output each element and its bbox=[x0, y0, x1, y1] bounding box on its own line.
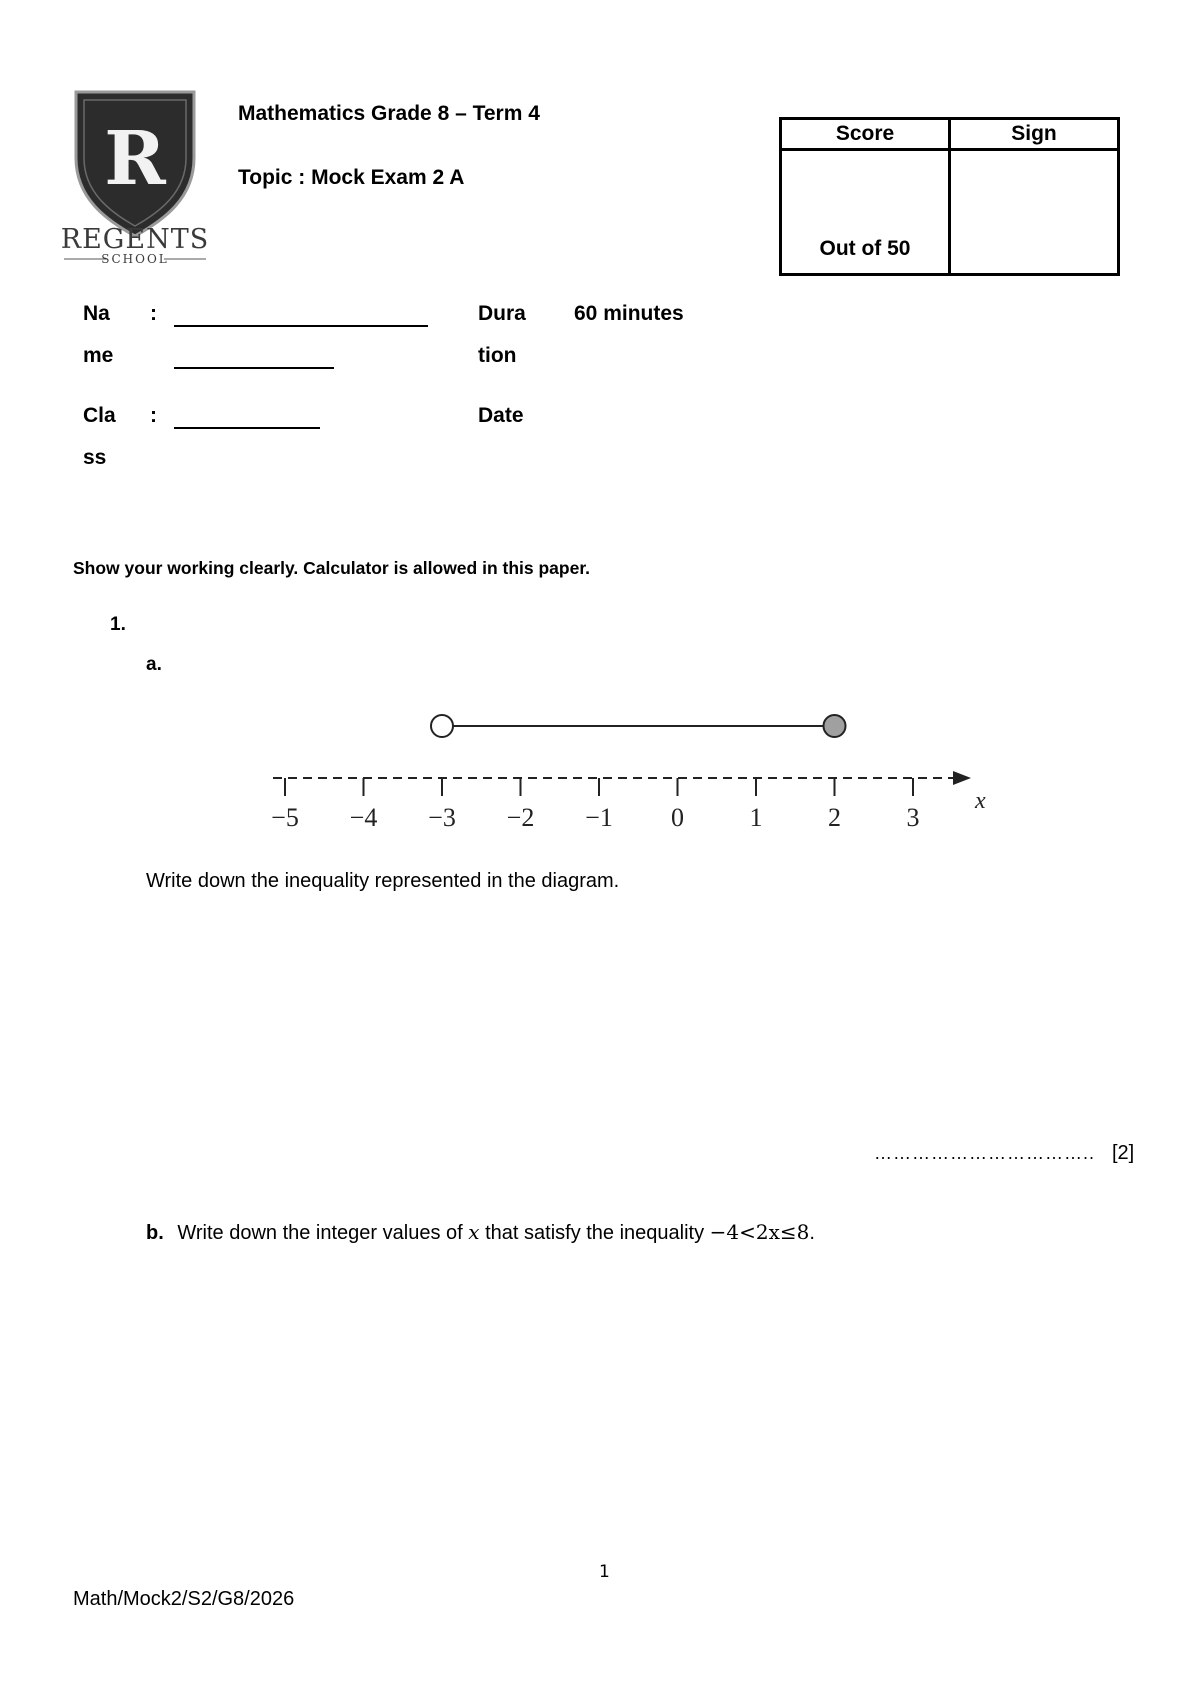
name-label-line1: Na bbox=[83, 302, 110, 325]
question-number: 1. bbox=[110, 614, 126, 635]
footer-code: Math/Mock2/S2/G8/2026 bbox=[73, 1588, 295, 1610]
subject-heading: Mathematics Grade 8 – Term 4 bbox=[238, 102, 540, 125]
page-number: 1 bbox=[599, 1562, 610, 1582]
tick-label: −4 bbox=[349, 803, 378, 832]
name-colon: : bbox=[150, 302, 157, 325]
tick-label: −1 bbox=[585, 803, 613, 832]
score-table bbox=[779, 117, 1120, 276]
class-label-line2: ss bbox=[83, 446, 107, 469]
part-b-prompt: Write down the integer values of bbox=[177, 1222, 463, 1244]
axis-label: x bbox=[975, 788, 986, 814]
score-header: Score bbox=[781, 119, 950, 150]
name-field-line1[interactable] bbox=[174, 325, 428, 327]
out-of-label: Out of 50 bbox=[819, 237, 911, 260]
inequality-expression: −4<2x≤8 bbox=[709, 1220, 810, 1244]
part-a-label: a. bbox=[146, 654, 162, 675]
answer-dots[interactable]: …………………………….. bbox=[874, 1143, 1096, 1163]
class-colon: : bbox=[150, 404, 157, 427]
axis-arrow-icon bbox=[953, 771, 971, 785]
duration-value: 60 minutes bbox=[574, 302, 684, 325]
variable-x: x bbox=[468, 1220, 480, 1244]
tick-label: 2 bbox=[828, 803, 841, 832]
duration-label-line1: Dura bbox=[478, 302, 526, 325]
part-b-label: b. bbox=[146, 1222, 164, 1244]
logo-subtext: SCHOOL bbox=[101, 252, 169, 266]
tick-label: −2 bbox=[506, 803, 535, 832]
tick-label: 1 bbox=[749, 803, 763, 832]
open-circle-icon bbox=[431, 715, 453, 737]
name-label-line2: me bbox=[83, 344, 114, 367]
instructions: Show your working clearly. Calculator is allowed in this paper. bbox=[73, 558, 591, 578]
part-b-period: . bbox=[809, 1222, 815, 1244]
part-b-prompt-2: that satisfy the inequality bbox=[485, 1222, 705, 1244]
class-field-line[interactable] bbox=[174, 427, 320, 429]
sign-header: Sign bbox=[950, 119, 1119, 150]
closed-circle-icon bbox=[824, 715, 846, 737]
tick-label: −3 bbox=[428, 803, 456, 832]
number-line-diagram bbox=[260, 700, 1000, 840]
duration-label-line2: tion bbox=[478, 344, 517, 367]
score-cell[interactable] bbox=[781, 150, 950, 275]
sign-cell[interactable] bbox=[950, 150, 1119, 275]
part-b-line bbox=[146, 1220, 815, 1245]
tick-label: −5 bbox=[271, 803, 299, 832]
tick-label: 0 bbox=[671, 803, 684, 832]
regents-school-shield-logo bbox=[60, 88, 210, 266]
part-a-prompt: Write down the inequality represented in the diagram. bbox=[146, 870, 620, 892]
date-label: Date bbox=[478, 404, 524, 427]
name-field-line2[interactable] bbox=[174, 367, 334, 369]
topic-heading: Topic : Mock Exam 2 A bbox=[238, 166, 465, 189]
tick-label: 3 bbox=[906, 803, 920, 832]
class-label-line1: Cla bbox=[83, 404, 116, 427]
logo-monogram: R bbox=[104, 116, 166, 202]
logo-wordmark: REGENTS bbox=[60, 224, 210, 255]
shield-icon bbox=[60, 88, 210, 266]
marks-label: [2] bbox=[1112, 1142, 1135, 1164]
